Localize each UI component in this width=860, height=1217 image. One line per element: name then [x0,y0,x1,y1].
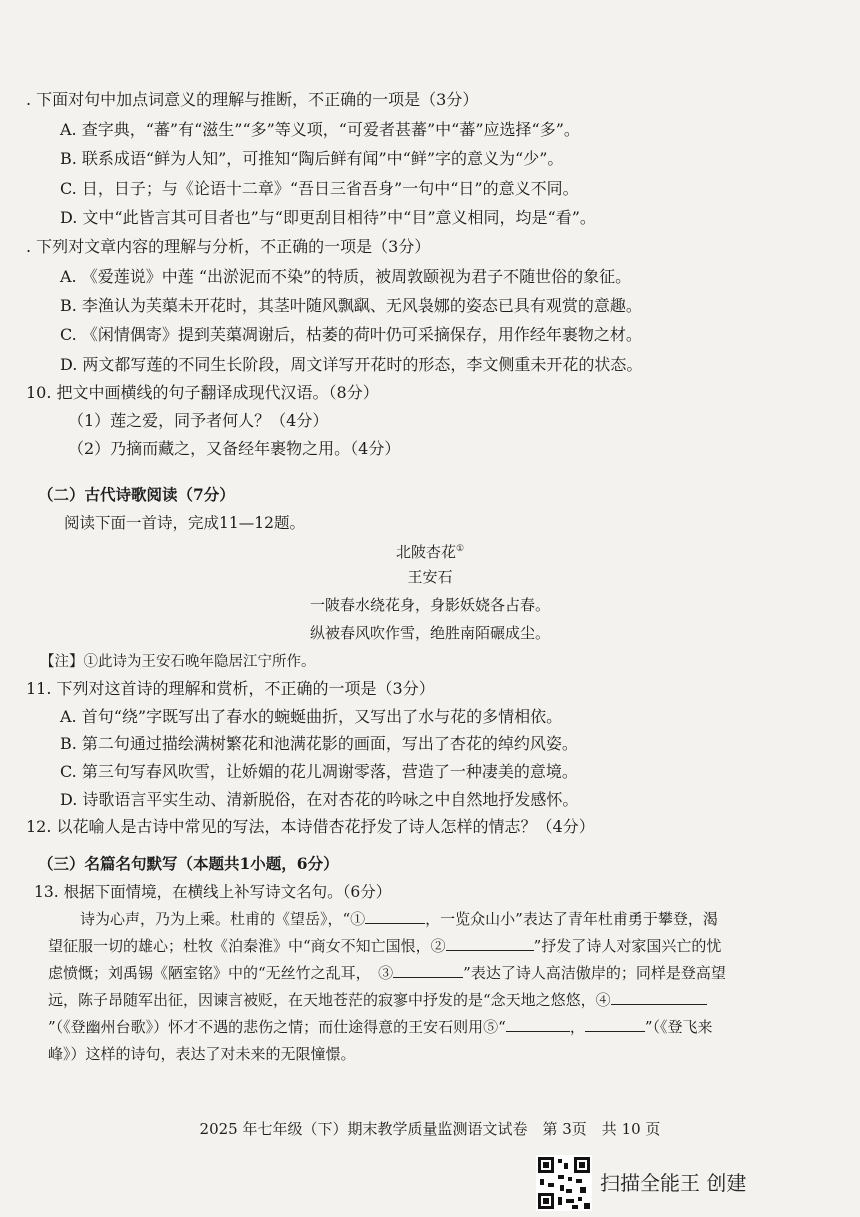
poem-line-1: 一陂春水绕花身，身影妖娆各占春。 [309,596,550,614]
q13-text-7: ”（《登飞来峰》）这样的诗句，表达了对未来的无限憧憬。 [48,1018,713,1063]
section-2-instruction: 阅读下面一首诗，完成11—12题。 [64,514,305,532]
q13-text-1: 诗为心声，乃为上乘。杜甫的《望岳》，“① [80,910,366,928]
poem-title: 北陂杏花 [395,543,456,561]
q12-stem: 12. 以花喻人是古诗中常见的写法，本诗借杏花抒发了诗人怎样的情志？（4分） [26,817,595,836]
q11-option-d: D. 诗歌语言平实生动、清新脱俗，在对杏花的吟咏之中自然地抒发感怀。 [60,790,579,809]
blank-2[interactable] [446,934,534,951]
q9-option-c: C. 《闲情偶寄》提到芙蕖凋谢后，枯萎的荷叶仍可采摘保存，用作经年裹物之材。 [60,325,642,344]
q11-option-c: C. 第三句写春风吹雪，让娇媚的花儿凋谢零落，营造了一种凄美的意境。 [60,762,578,781]
q11-stem: 11. 下列对这首诗的理解和赏析，不正确的一项是（3分） [26,679,435,698]
page-footer: 2025 年七年级（下）期末教学质量监测语文试卷 第 3页 共 10 页 [199,1120,661,1138]
blank-1[interactable] [365,907,425,924]
section-3-heading: （三）名篇名句默写（本题共1小题，6分） [38,854,339,873]
q13-text-6: ， [569,1018,585,1036]
q10-stem: 10. 把文中画横线的句子翻译成现代汉语。（8分） [26,383,379,402]
blank-5a[interactable] [506,1015,570,1032]
q9-option-b: B. 李渔认为芙蕖未开花时，其茎叶随风飘飖、无风袅娜的姿态已具有观赏的意趣。 [60,296,642,315]
poem-note: 【注】①此诗为王安石晚年隐居江宁所作。 [40,654,316,670]
q13-text-3: ”抒发了诗人对家国兴亡的忧虑愤慨；刘禹锡《陋室铭》中的“无丝竹之乱耳， ③ [48,937,722,982]
poem-note-mark: ① [455,544,465,554]
poem-title-line [0,538,860,563]
section-2-heading: （二）古代诗歌阅读（7分） [38,485,235,504]
scanner-watermark: 扫描全能王 创建 [600,1171,747,1195]
q9-option-a: A. 《爱莲说》中莲 “出淤泥而不染”的特质，被周敦颐视为君子不随世俗的象征。 [60,267,632,286]
q11-option-a: A. 首句“绕”字既写出了春水的蜿蜒曲折，又写出了水与花的多情相依。 [60,707,563,726]
q8-option-a: A. 查字典，“蕃”有“滋生”“多”等义项，“可爱者甚蕃”中“蕃”应选择“多”。 [60,120,580,139]
poem-line-2: 纵被春风吹作雪，绝胜南陌碾成尘。 [309,624,550,642]
q11-option-b: B. 第二句通过描绘满树繁花和池满花影的画面，写出了杏花的绰约风姿。 [60,734,578,753]
q8-option-c: C. 日，日子；与《论语十二章》“吾日三省吾身”一句中“日”的意义不同。 [60,179,579,198]
q8-option-b: B. 联系成语“鲜为人知”，可推知“陶后鲜有闻”中“鲜”字的意义为“少”。 [60,149,564,168]
q13-text-4: ”表达了诗人高洁傲岸的；同样是登高望远，陈子昂随军出征，因谏言被贬，在天地苍茫的寂寥中抒发的是“念天地之悠悠，④ [48,964,726,1009]
blank-4[interactable] [611,988,707,1005]
q8-option-d: D. 文中“此皆言其可目者也”与“即更刮目相待”中“目”意义相同，均是“看”。 [60,208,596,227]
q13-stem: 13. 根据下面情境，在横线上补写诗文名句。（6分） [34,883,392,901]
blank-5b[interactable] [585,1015,645,1032]
qr-code-icon [536,1155,592,1211]
q8-stem: . 下面对句中加点词意义的理解与推断，不正确的一项是（3分） [26,90,479,109]
q10-item-2: （2）乃摘而藏之，又备经年裹物之用。（4分） [68,439,401,458]
q9-option-d: D. 两文都写莲的不同生长阶段，周文详写开花时的形态，李文侧重未开花的状态。 [60,355,643,374]
blank-3[interactable] [393,961,463,978]
q13-passage [48,906,730,1068]
q13-text-5: ”（《登幽州台歌》）怀才不遇的悲伤之情；而仕途得意的王安石则用⑤“ [48,1018,506,1036]
q10-item-1: （1）莲之爱，同予者何人？（4分） [68,411,329,430]
q9-stem: . 下列对文章内容的理解与分析，不正确的一项是（3分） [26,237,431,256]
poem-author: 王安石 [407,568,453,586]
q13-text-2: ，一览众山小”表达了青年杜甫勇于攀登，渴望征服一切的雄心；杜牧《泊秦淮》中“商女不知亡国恨，② [48,910,718,955]
